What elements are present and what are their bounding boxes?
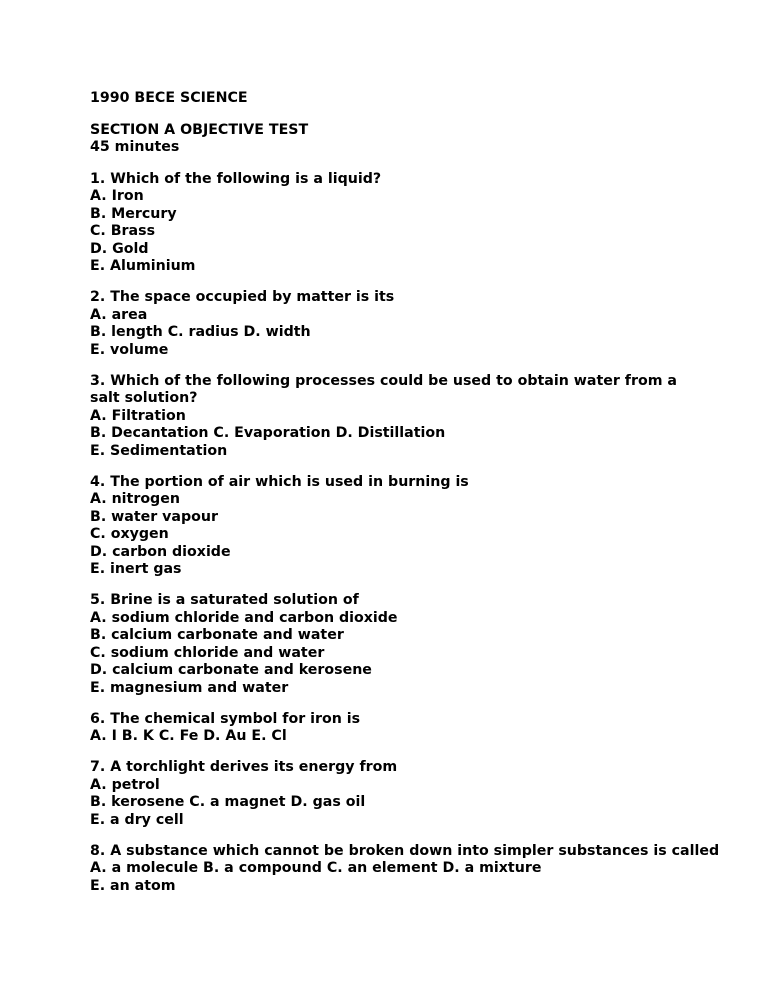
question-5 xyxy=(90,592,710,697)
option-line: B. Mercury xyxy=(90,205,177,222)
option-line: A. sodium chloride and carbon dioxide xyxy=(90,609,398,626)
option-line: E. volume xyxy=(90,341,169,358)
option-line: B. calcium carbonate and water xyxy=(90,627,344,643)
question-stem: 7. A torchlight derives its energy from xyxy=(90,759,398,775)
question-1 xyxy=(90,171,710,276)
question-8 xyxy=(90,842,720,896)
option-line: A. Iron xyxy=(90,188,144,204)
question-stem: 2. The space occupied by matter is its xyxy=(90,289,395,305)
option-line: C. Brass xyxy=(90,223,156,239)
exam-page xyxy=(90,90,720,909)
question-2 xyxy=(90,289,710,359)
question-stem: 1. Which of the following is a liquid? xyxy=(90,170,382,187)
duration: 45 minutes xyxy=(90,139,180,155)
question-stem: 5. Brine is a saturated solution of xyxy=(90,592,359,608)
question-stem: 6. The chemical symbol for iron is xyxy=(90,710,361,727)
option-line: D. Gold xyxy=(90,240,149,257)
option-line: A. petrol xyxy=(90,776,160,793)
option-line: A. Filtration xyxy=(90,407,186,424)
section-title: SECTION A OBJECTIVE TEST xyxy=(90,121,309,138)
option-line: A. nitrogen xyxy=(90,491,180,507)
question-7 xyxy=(90,759,710,829)
question-4 xyxy=(90,474,710,579)
option-line: C. oxygen xyxy=(90,526,169,542)
question-stem: 4. The portion of air which is used in burning is xyxy=(90,473,469,490)
option-line: A. a molecule B. a compound C. an element D. a mixture xyxy=(90,860,542,876)
option-line: C. sodium chloride and water xyxy=(90,644,325,661)
option-line: E. inert gas xyxy=(90,561,182,577)
option-line: E. magnesium and water xyxy=(90,679,289,696)
option-line: E. Aluminium xyxy=(90,258,196,274)
question-stem: 8. A substance which cannot be broken down into simpler substances is called xyxy=(90,842,720,859)
section-header xyxy=(90,122,710,157)
option-line: B. water vapour xyxy=(90,508,218,525)
option-line: A. area xyxy=(90,306,148,323)
option-line: E. an atom xyxy=(90,877,176,894)
option-line: E. Sedimentation xyxy=(90,442,228,459)
option-line: B. length C. radius D. width xyxy=(90,324,311,340)
question-6 xyxy=(90,711,710,746)
option-line: B. kerosene C. a magnet D. gas oil xyxy=(90,794,366,810)
option-line: A. I B. K C. Fe D. Au E. Cl xyxy=(90,728,287,744)
question-stem: 3. Which of the following processes could be used to obtain water from a salt solution? xyxy=(90,372,678,406)
option-line: D. calcium carbonate and kerosene xyxy=(90,662,372,678)
document-title: 1990 BECE SCIENCE xyxy=(90,90,248,106)
option-line: B. Decantation C. Evaporation D. Distillation xyxy=(90,425,446,441)
option-line: E. a dry cell xyxy=(90,811,184,828)
question-3 xyxy=(90,373,710,461)
option-line: D. carbon dioxide xyxy=(90,543,231,560)
